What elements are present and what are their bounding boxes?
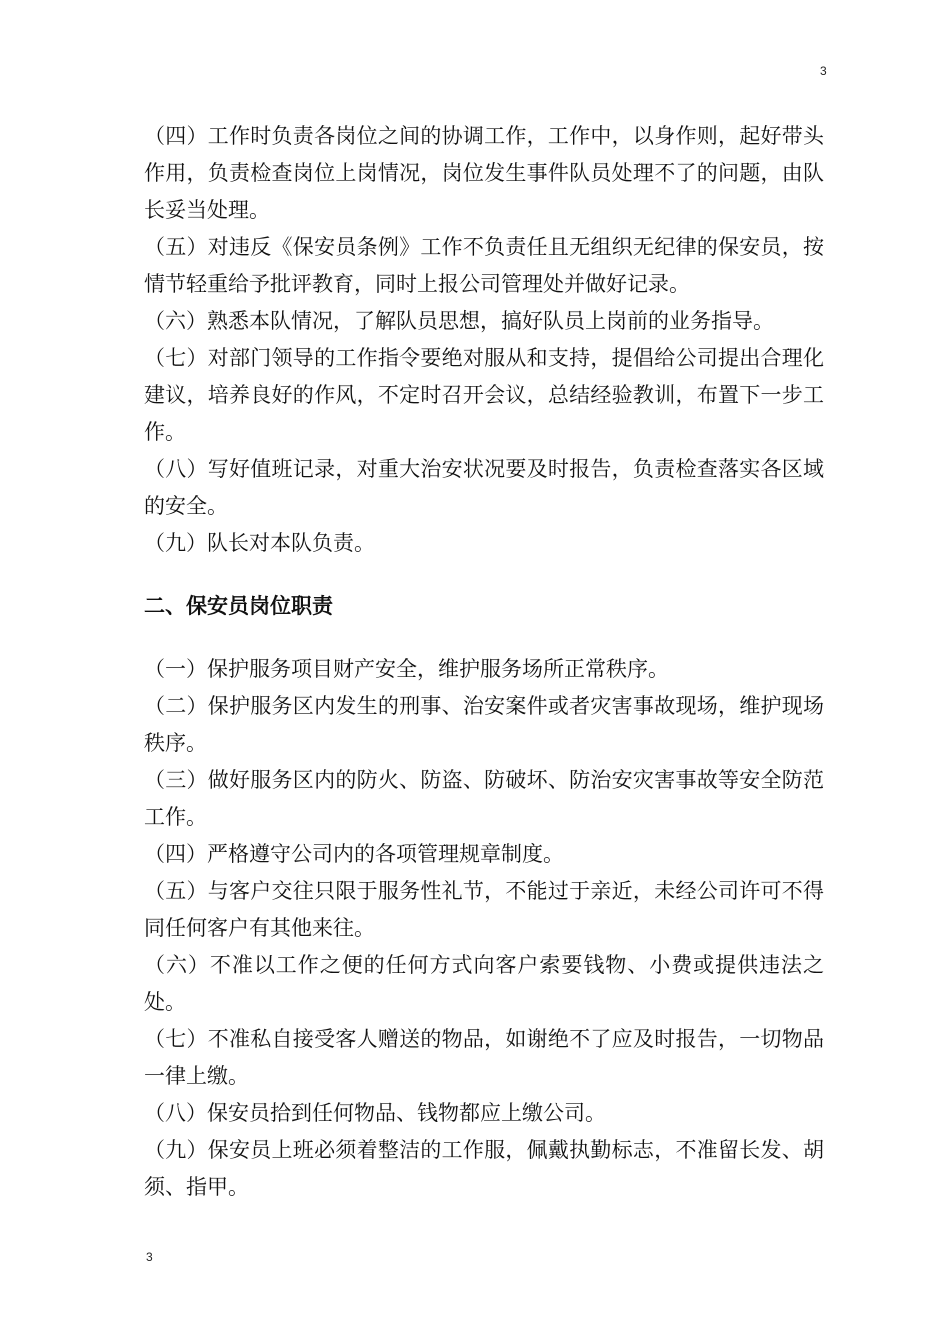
list-item: （八）保安员拾到任何物品、钱物都应上缴公司。	[144, 1101, 606, 1125]
list-item: （四）严格遵守公司内的各项管理规章制度。	[144, 842, 564, 866]
list-item: （七）对部门领导的工作指令要绝对服从和支持，提倡给公司提出合理化建议，培养良好的作风，不定时召开会议，总结经验教训，布置下一步工作。	[144, 346, 824, 444]
list-item: （六）不准以工作之便的任何方式向客户索要钱物、小费或提供违法之处。	[144, 953, 824, 1014]
list-item: （九）队长对本队负责。	[144, 531, 375, 555]
list-item: （二）保护服务区内发生的刑事、治安案件或者灾害事故现场，维护现场秩序。	[144, 694, 824, 755]
list-item: （五）与客户交往只限于服务性礼节，不能过于亲近，未经公司许可不得同任何客户有其他来往。	[144, 879, 824, 940]
page-number-top: 3	[820, 64, 827, 78]
list-item: （五）对违反《保安员条例》工作不负责任且无组织无纪律的保安员，按情节轻重给予批评教育，同时上报公司管理处并做好记录。	[144, 235, 824, 296]
list-item: （八）写好值班记录，对重大治安状况要及时报告，负责检查落实各区域的安全。	[144, 457, 824, 518]
section-one-items	[144, 118, 824, 562]
section-two-items	[144, 651, 824, 1206]
document-body	[144, 118, 824, 1206]
list-item: （六）熟悉本队情况，了解队员思想，搞好队员上岗前的业务指导。	[144, 309, 774, 333]
list-item: （三）做好服务区内的防火、防盗、防破坏、防治安灾害事故等安全防范工作。	[144, 768, 824, 829]
list-item: （九）保安员上班必须着整洁的工作服，佩戴执勤标志，不准留长发、胡须、指甲。	[144, 1138, 824, 1199]
page-number-bottom: 3	[146, 1250, 153, 1264]
list-item: （四）工作时负责各岗位之间的协调工作，工作中，以身作则，起好带头作用，负责检查岗位上岗情况，岗位发生事件队员处理不了的问题，由队长妥当处理。	[144, 124, 824, 222]
section-heading: 二、保安员岗位职责	[144, 594, 333, 618]
list-item: （七）不准私自接受客人赠送的物品，如谢绝不了应及时报告，一切物品一律上缴。	[144, 1027, 824, 1088]
list-item: （一）保护服务项目财产安全，维护服务场所正常秩序。	[144, 657, 669, 681]
